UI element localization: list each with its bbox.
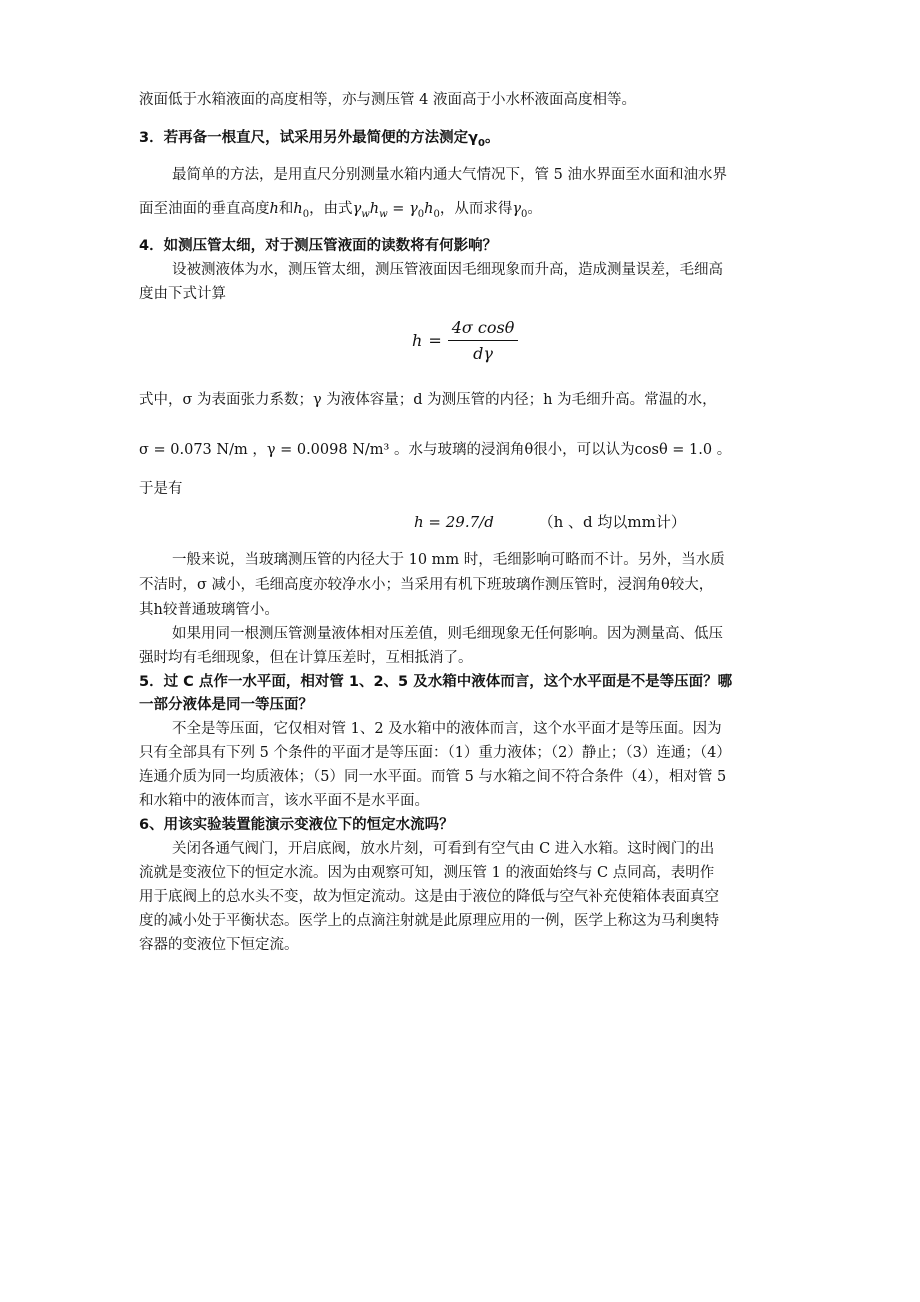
formula-2: h = 29.7/d [414, 513, 494, 531]
answer-4-line-10: 强时均有毛细现象，但在计算压差时，互相抵消了。 [139, 650, 473, 666]
formula-fraction [448, 318, 519, 363]
answer-5-line-4: 和水箱中的液体而言，该水平面不是水平面。 [139, 793, 429, 809]
symbol-gamma-0-sub: 0 [417, 208, 425, 219]
answer-6-line-2: 流就是变液位下的恒定水流。因为由观察可知，测压管 1 的液面始终与 C 点同高，表明作 [139, 865, 715, 881]
symbol-gamma-w-sub: w [361, 208, 370, 219]
answer-3-then: ，从而求得 [439, 201, 513, 217]
symbol-gamma-result-sub: 0 [521, 208, 528, 219]
question-5-heading-line-2: 一部分液体是同一等压面？ [139, 697, 313, 713]
answer-3-line-2 [139, 199, 789, 219]
symbol-h: h [269, 201, 279, 217]
symbol-h-0-sub: 0 [433, 208, 440, 219]
question-3-sub: 0 [477, 137, 485, 148]
question-3-heading [139, 128, 789, 148]
symbol-h-w-sub: w [379, 208, 388, 219]
answer-4-line-1: 设被测液体为水，测压管太细，测压管液面因毛细现象而升高，造成测量误差，毛细高 [172, 262, 723, 278]
symbol-gamma-w: γ [352, 201, 362, 217]
symbol-h0: h [293, 201, 303, 217]
formula-denominator: dγ [473, 344, 493, 363]
formula-numerator: 4σ cosθ [448, 318, 519, 341]
answer-3-text-a: 面至油面的垂直高度 [139, 201, 270, 217]
answer-6-line-5: 容器的变液位下恒定流。 [139, 937, 299, 953]
answer-3-and: 和 [278, 201, 294, 217]
question-3-end: 。 [484, 130, 500, 146]
formula-2-note: （h 、d 均以mm计） [538, 513, 686, 531]
answer-6-line-3: 用于底阀上的总水头不变，故为恒定流动。这是由于液位的降低与空气补充使箱体表面真空 [139, 889, 719, 905]
question-3-text: 3．若再备一根直尺，试采用另外最简便的方法测定γ [139, 130, 478, 146]
answer-4-line-8: 其h较普通玻璃管小。 [139, 602, 279, 618]
capillary-formula [412, 318, 518, 363]
question-5-heading-line-1: 5．过 C 点作一水平面，相对管 1、2、5 及水箱中液体而言，这个水平面是不是等压面？哪 [139, 674, 733, 690]
question-4-heading: 4．如测压管太细，对于测压管液面的读数将有何影响？ [139, 238, 498, 254]
answer-4-line-2: 度由下式计算 [139, 286, 226, 302]
answer-3-line-1: 最简单的方法，是用直尺分别测量水箱内通大气情况下，管 5 油水界面至水面和油水界 [172, 167, 727, 183]
answer-5-line-1: 不全是等压面，它仅相对管 1、2 及水箱中的液体而言，这个水平面才是等压面。因为 [172, 721, 722, 737]
answer-4-line-4: σ = 0.073 N/m ，γ = 0.0098 N/m³ 。水与玻璃的浸润角θ很小，可以认为cosθ = 1.0 。 [139, 442, 732, 458]
symbol-h0-sub: 0 [302, 208, 310, 219]
answer-6-line-4: 度的减小处于平衡状态。医学上的点滴注射就是此原理应用的一例，医学上称这为马利奥特 [139, 913, 719, 929]
answer-5-line-2: 只有全部具有下列 5 个条件的平面才是等压面：（1）重力液体；（2）静止；（3）连通；（4） [139, 745, 731, 761]
equals-sign: = [387, 201, 410, 217]
simplified-formula [414, 512, 686, 532]
answer-5-line-3: 连通介质为同一均质液体；（5）同一水平面。而管 5 与水箱之间不符合条件（4），相对管 5 [139, 769, 727, 785]
answer-3-end: 。 [527, 201, 542, 217]
answer-3-by: ，由式 [309, 201, 353, 217]
symbol-gamma-0: γ [409, 201, 418, 217]
paragraph-line: 液面低于水箱液面的高度相等，亦与测压管 4 液面高于小水杯液面高度相等。 [139, 92, 636, 108]
answer-4-line-7: 不洁时，σ 减小，毛细高度亦较净水小；当采用有机下班玻璃作测压管时，浸润角θ较大， [139, 577, 714, 593]
question-6-heading: 6、用该实验装置能演示变液位下的恒定水流吗？ [139, 817, 454, 833]
symbol-gamma-result: γ [512, 201, 522, 217]
formula-lhs: h [412, 331, 423, 350]
answer-4-line-9: 如果用同一根测压管测量液体相对压差值，则毛细现象无任何影响。因为测量高、低压 [172, 626, 723, 642]
symbol-h-w: h [369, 201, 380, 217]
answer-4-line-3: 式中，σ 为表面张力系数；γ 为液体容量；d 为测压管的内径；h 为毛细升高。常温的水， [139, 392, 717, 408]
answer-6-line-1: 关闭各通气阀门，开启底阀，放水片刻，可看到有空气由 C 进入水箱。这时阀门的出 [172, 841, 715, 857]
symbol-h-0: h [424, 201, 434, 217]
answer-4-line-6: 一般来说，当玻璃测压管的内径大于 10 mm 时，毛细影响可略而不计。另外，当水质 [172, 552, 725, 568]
formula-equals: = [428, 331, 442, 350]
answer-4-line-5: 于是有 [139, 481, 183, 497]
